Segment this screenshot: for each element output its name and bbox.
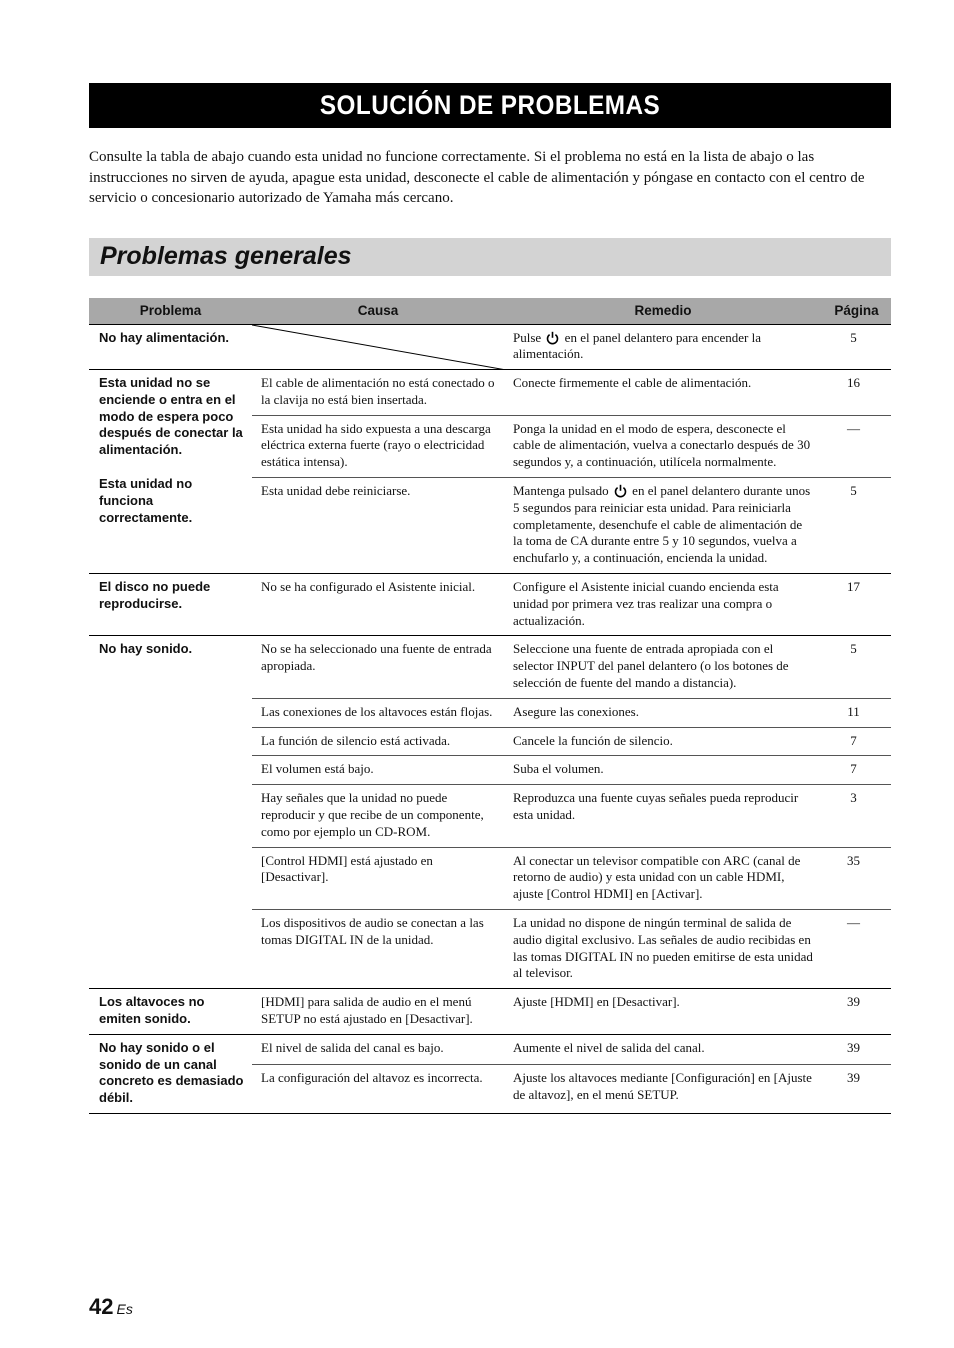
remedy-cell: Al conectar un televisor compatible con ARC (canal de retorno de audio) y esta unidad con un cable HDMI, ajuste [Control HDMI] en [Activar]. [504,847,822,909]
remedy-cell: Conecte firmemente el cable de alimentación. [504,370,822,416]
remedy-cell: Mantenga pulsado en el panel delantero durante unos 5 segundos para reiniciar esta unidad. Para reiniciarla completamente, desenchufe el cable de alimentación de la toma de CA durante entre 5 y 10 segundos, vuelva a enchufarlo y, a continuación, encienda la unidad. [504,478,822,574]
cause-cell: [HDMI] para salida de audio en el menú SETUP no está ajustado en [Desactivar]. [252,989,504,1035]
remedy-cell: Configure el Asistente inicial cuando encienda esta unidad por primera vez tras realizar una compra o actualización. [504,574,822,636]
remedy-cell: La unidad no dispone de ningún terminal de salida de audio digital exclusivo. Las señales de audio recibidas en las tomas DIGITAL IN no pueden emitirse de esta unidad al televisor. [504,910,822,989]
page-cell: 3 [822,785,891,847]
cause-cell: El nivel de salida del canal es bajo. [252,1034,504,1065]
page-cell: 5 [822,324,891,370]
page-cell: 35 [822,847,891,909]
header-pagina: Página [822,298,891,325]
table-row [89,370,891,416]
cause-cell: [Control HDMI] está ajustado en [Desactivar]. [252,847,504,909]
page-cell: 39 [822,1034,891,1065]
cause-cell: Hay señales que la unidad no puede reproducir y que recibe de un componente, como por ejemplo un CD-ROM. [252,785,504,847]
cause-cell: Las conexiones de los altavoces están flojas. [252,698,504,727]
cause-cell: Los dispositivos de audio se conectan a las tomas DIGITAL IN de la unidad. [252,910,504,989]
header-remedio: Remedio [504,298,822,325]
table-row [89,324,891,370]
page-cell: — [822,910,891,989]
table-header-row [89,298,891,325]
page-cell: 16 [822,370,891,416]
language-code: Es [116,1301,133,1317]
diagonal-line [252,325,504,370]
cause-cell: Esta unidad debe reiniciarse. [252,478,504,574]
remedy-cell: Cancele la función de silencio. [504,727,822,756]
remedy-cell: Suba el volumen. [504,756,822,785]
page-cell: 11 [822,698,891,727]
page [89,83,891,1114]
page-title: SOLUCIÓN DE PROBLEMAS [89,83,891,128]
remedy-cell: Aumente el nivel de salida del canal. [504,1034,822,1065]
cause-cell: No se ha configurado el Asistente inicial. [252,574,504,636]
table-row [89,636,891,698]
remedy-cell: Ajuste los altavoces mediante [Configuración] en [Ajuste de altavoz], en el menú SETUP. [504,1065,822,1114]
section-title: Problemas generales [89,238,891,276]
page-cell: 5 [822,478,891,574]
page-cell: 7 [822,727,891,756]
remedy-cell: Ajuste [HDMI] en [Desactivar]. [504,989,822,1035]
remedy-cell: Ponga la unidad en el modo de espera, desconecte el cable de alimentación, vuelva a conectarlo después de 30 segundos y, a continuación, utilícela normalmente. [504,415,822,477]
page-number: 42 [89,1294,114,1319]
page-cell: 17 [822,574,891,636]
problem-cell: No hay alimentación. [89,324,252,370]
page-cell: 39 [822,1065,891,1114]
cause-cell: La configuración del altavoz es incorrecta. [252,1065,504,1114]
power-icon [614,484,627,498]
cause-cell: La función de silencio está activada. [252,727,504,756]
page-footer [89,1294,133,1320]
header-causa: Causa [252,298,504,325]
remedy-cell: Pulse en el panel delantero para encender la alimentación. [504,324,822,370]
problem-cell: No hay sonido o el sonido de un canal concreto es demasiado débil. [89,1034,252,1113]
header-problema: Problema [89,298,252,325]
troubleshooting-table [89,298,891,1114]
problem-cell: No hay sonido. [89,636,252,989]
intro-paragraph: Consulte la tabla de abajo cuando esta unidad no funcione correctamente. Si el problema no está en la lista de abajo o las instrucciones no sirven de ayuda, apague esta unidad, desconecte el cable de alimentación y póngase en contacto con el centro de servicio o concesionario autorizado de Yamaha más cercano. [89,149,865,206]
page-cell: 5 [822,636,891,698]
problem-cell: Los altavoces no emiten sonido. [89,989,252,1035]
cause-cell: El cable de alimentación no está conectado o la clavija no está bien insertada. [252,370,504,416]
table-row [89,574,891,636]
table-row [89,1034,891,1065]
power-icon [546,331,559,345]
problem-cell: El disco no puede reproducirse. [89,574,252,636]
table-row [89,989,891,1035]
cause-cell: El volumen está bajo. [252,756,504,785]
remedy-cell: Asegure las conexiones. [504,698,822,727]
page-cell: — [822,415,891,477]
page-cell: 7 [822,756,891,785]
problem-cell: Esta unidad no se enciende o entra en el modo de espera poco después de conectar la alimentación. Esta unidad no funciona correctamente. [89,370,252,574]
no-cause-cell [252,324,504,370]
page-cell: 39 [822,989,891,1035]
remedy-cell: Reproduzca una fuente cuyas señales pueda reproducir esta unidad. [504,785,822,847]
cause-cell: Esta unidad ha sido expuesta a una descarga eléctrica externa fuerte (rayo o electricidad estática intensa). [252,415,504,477]
cause-cell: No se ha seleccionado una fuente de entrada apropiada. [252,636,504,698]
remedy-cell: Seleccione una fuente de entrada apropiada con el selector INPUT del panel delantero (o los botones de selección de fuente del mando a distancia). [504,636,822,698]
